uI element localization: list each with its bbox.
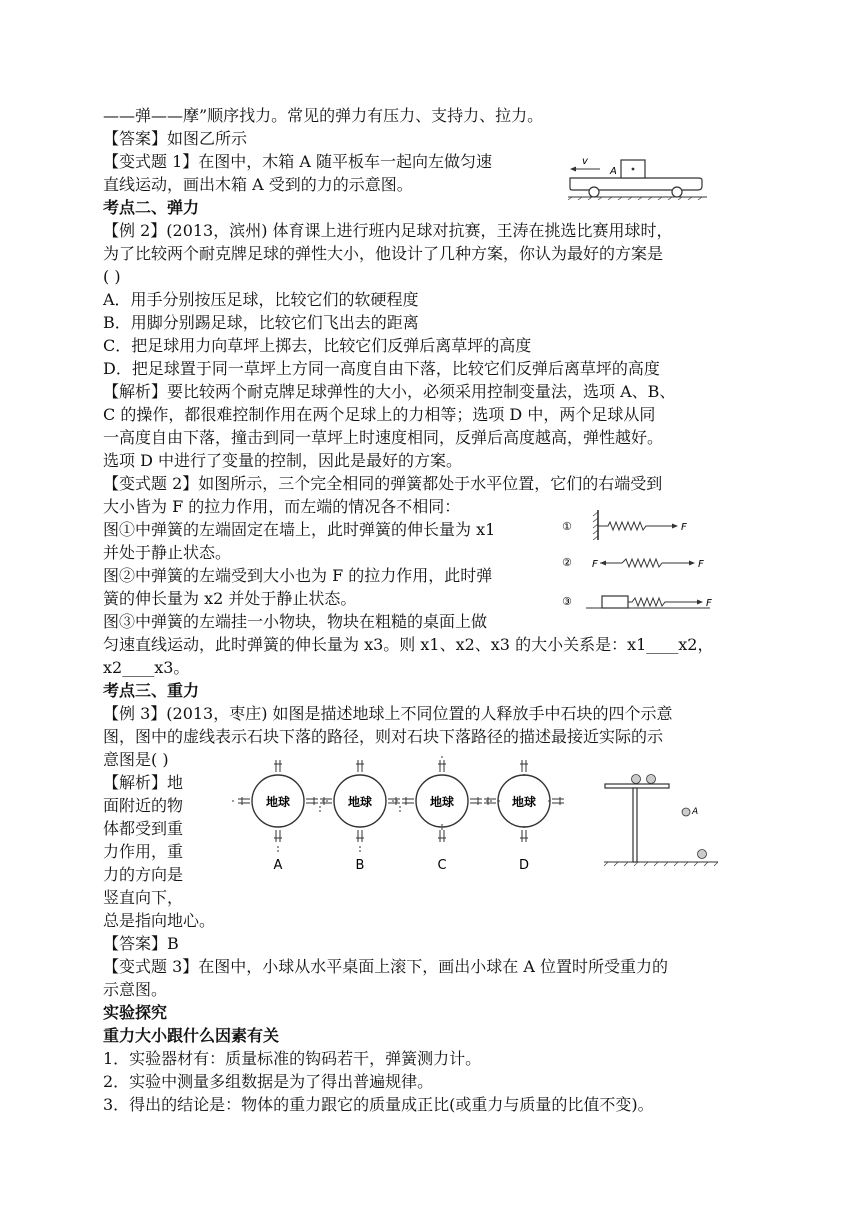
arrow-right-icon [689, 561, 695, 566]
analysis-line: 【解析】要比较两个耐克牌足球弹性的大小，必须采用控制变量法，选项 A、B、 [103, 382, 676, 401]
earth-option-c [392, 756, 492, 873]
earth-label: 地球 [511, 795, 537, 809]
variant-question-3: 【变式题 3】在图中，小球从水平桌面上滚下，画出小球在 A 位置时所受重力的 [103, 957, 668, 976]
figure-number-1: ① [562, 520, 572, 533]
velocity-label: v [582, 156, 588, 167]
text-line: x2____x3。 [103, 658, 190, 677]
text-line: 并处于静止状态。 [103, 543, 232, 562]
earth-option-b [320, 756, 400, 873]
section-heading: 考点三、重力 [103, 681, 200, 700]
text-line: 示意图。 [103, 980, 168, 999]
text-line: 直线运动，画出木箱 A 受到的力的示意图。 [103, 175, 413, 194]
variant-question-2: 【变式题 2】如图所示，三个完全相同的弹簧都处于水平位置，它们的右端受到 [103, 474, 663, 493]
box-label: A [610, 166, 617, 177]
arrow-right-icon [697, 600, 703, 605]
springs-figure [560, 508, 730, 613]
sub-heading: 重力大小跟什么因素有关 [103, 1026, 280, 1045]
option-label: A [273, 858, 283, 873]
text-line: 力作用，重 [103, 842, 184, 861]
text-line: 选项 D 中进行了变量的控制，因此是最好的方案。 [103, 451, 463, 470]
arrow-right-icon [672, 524, 678, 529]
text-line: ( ) [103, 267, 121, 286]
option-label: D [518, 858, 530, 873]
option-c: C．把足球用力向草坪上掷去，比较它们反弹后离草坪的高度 [103, 336, 532, 355]
option-b: B．用脚分别踢足球，比较它们飞出去的距离 [103, 313, 419, 332]
text-line: ——弹——摩”顺序找力。常见的弹力有压力、支持力、拉力。 [103, 106, 544, 125]
text-line: 总是指向地心。 [103, 911, 216, 930]
text-line: 竖直向下， [103, 888, 184, 907]
text-line: 体都受到重 [103, 819, 184, 838]
text-line: 图③中弹簧的左端挂一小物块，物块在粗糙的桌面上做 [103, 612, 488, 631]
text-line: 为了比较两个耐克牌足球的弹性大小，他设计了几种方案，你认为最好的方案是 [103, 244, 664, 263]
earth-label: 地球 [429, 795, 455, 809]
option-d: D．把足球置于同一草坪上方同一高度自由下落，比较它们反弹后离草坪的高度 [103, 359, 660, 378]
section-heading: 考点二、弹力 [103, 198, 200, 217]
force-label: F [698, 559, 704, 570]
earth-label: 地球 [265, 795, 291, 809]
list-item: 1．实验器材有：质量标准的钩码若干，弹簧测力计。 [103, 1049, 482, 1068]
text-line: 大小皆为 F 的拉力作用，而左端的情况各不相同： [103, 497, 461, 516]
text-line: 图②中弹簧的左端受到大小也为 F 的拉力作用，此时弹 [103, 566, 493, 585]
earth-options-figure [232, 756, 572, 876]
variant-question-1: 【变式题 1】在图中，木箱 A 随平板车一起向左做匀速 [103, 152, 492, 171]
figure-number-2: ② [562, 556, 572, 569]
text-line: 簧的伸长量为 x2 并处于静止状态。 [103, 589, 357, 608]
earth-option-d [484, 760, 564, 873]
position-label: A [692, 807, 699, 817]
figure-number-3: ③ [562, 595, 572, 608]
text-line: 一高度自由下落，撞击到同一草坪上时速度相同，反弹后高度越高，弹性越好。 [103, 428, 664, 447]
analysis-line: 【解析】地 [103, 773, 184, 792]
text-line: 图，图中的虚线表示石块下落的路径，则对石块下落路径的描述最接近实际的示 [103, 727, 664, 746]
force-label: F [592, 559, 598, 570]
option-label: C [437, 858, 447, 873]
text-line: 意图是( ) [103, 750, 169, 769]
text-line: 匀速直线运动，此时弹簧的伸长量为 x3。则 x1、x2、x3 的大小关系是：x1____x2， [103, 635, 714, 654]
force-label: F [681, 522, 687, 533]
text-line: 图①中弹簧的左端固定在墙上，此时弹簧的伸长量为 x1 [103, 520, 496, 539]
table-ball-figure [600, 768, 722, 868]
answer-line: 【答案】B [103, 934, 179, 953]
option-label: B [355, 858, 365, 873]
option-a: A．用手分别按压足球，比较它们的软硬程度 [103, 290, 419, 309]
example-3-line: 【例 3】(2013，枣庄) 如图是描述地球上不同位置的人释放手中石块的四个示意 [103, 704, 673, 723]
list-item: 3．得出的结论是：物体的重力跟它的质量成正比(或重力与质量的比值不变)。 [103, 1095, 654, 1114]
force-label: F [706, 598, 712, 609]
arrow-left-icon [570, 167, 576, 172]
section-heading: 实验探究 [103, 1003, 168, 1022]
list-item: 2．实验中测量多组数据是为了得出普遍规律。 [103, 1072, 434, 1091]
text-line: 面附近的物 [103, 796, 184, 815]
cart-figure [562, 150, 712, 200]
text-line: C 的操作，都很难控制作用在两个足球上的力相等；选项 D 中，两个足球从同 [103, 405, 656, 424]
earth-label: 地球 [347, 795, 373, 809]
answer-line: 【答案】如图乙所示 [103, 129, 248, 148]
earth-option-a [232, 756, 328, 873]
text-line: 力的方向是 [103, 865, 184, 884]
example-2-line: 【例 2】(2013，滨州) 体育课上进行班内足球对抗赛，王涛在挑选比赛用球时， [103, 221, 673, 240]
